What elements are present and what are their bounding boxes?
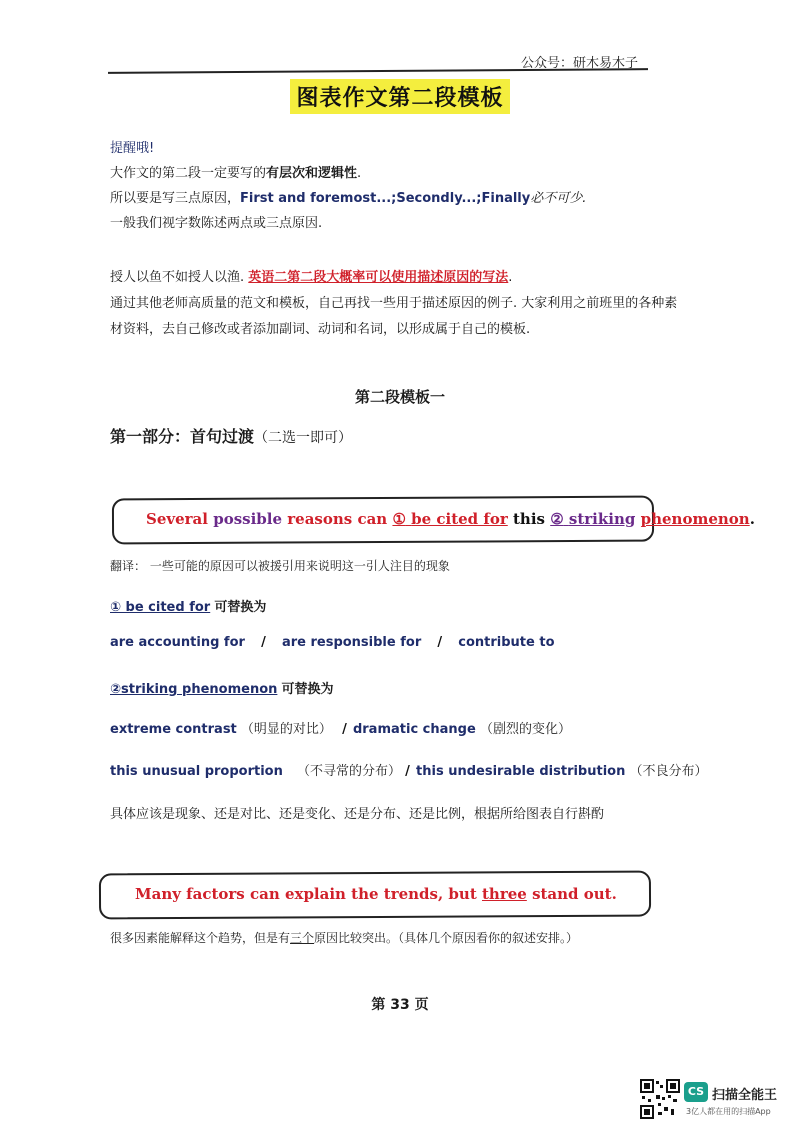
sentence1-w4: be cited for — [411, 510, 508, 528]
reminder-line1-b: 有层次和逻辑性 — [266, 166, 358, 181]
translation2-b: 三个 — [290, 931, 315, 945]
app-tagline: 3亿人都在用的扫描App — [686, 1107, 771, 1116]
sentence1-w3: reasons can — [287, 510, 388, 528]
part-heading — [110, 424, 352, 447]
option-separator: / — [261, 635, 266, 650]
app-logo: CS — [684, 1082, 708, 1102]
option-separator: / — [437, 635, 443, 650]
reminder-line2-a: 所以要是写三点原因， — [110, 191, 241, 206]
option-row1-b-cn: （剧烈的变化） — [479, 722, 571, 737]
option-row1-b: dramatic change — [352, 722, 476, 737]
option-row2-a: this unusual proportion — [110, 764, 283, 779]
reminder-line1-a: 大作文的第二段一定要写的 — [110, 166, 267, 181]
reminder-label: 提醒哦! — [110, 141, 155, 156]
option-separator: / — [405, 764, 410, 779]
option-row2-b-cn: （不良分布） — [629, 764, 708, 779]
reminder-block — [110, 136, 586, 236]
sentence1 — [146, 510, 755, 528]
option-row1-a: extreme contrast — [110, 722, 237, 737]
title-container — [0, 79, 800, 114]
sentence1-marker1 — [392, 510, 507, 528]
option-row1-a-cn: （明显的对比） — [240, 722, 332, 737]
sentence2 — [135, 885, 617, 903]
page-title: 图表作文第二段模板 — [290, 79, 509, 114]
reminder-line1-c: . — [357, 166, 362, 181]
header-account: 公众号：研木易木子 — [520, 56, 638, 71]
replace1-option: are responsible for — [281, 635, 422, 650]
advice-line1-a: 授人以鱼不如授人以渔. — [110, 270, 245, 285]
note-line: 具体应该是现象、还是对比、还是变化、还是分布、还是比例，根据所给图表自行斟酌 — [110, 807, 605, 822]
advice-line1-c: . — [508, 270, 513, 285]
qr-code-icon — [640, 1079, 680, 1119]
sentence1-w5: this — [513, 510, 545, 528]
part-heading-bold: 第一部分：首句过渡 — [110, 427, 255, 446]
sentence1-w1: Several — [146, 510, 208, 528]
replace1-suffix: 可替换为 — [214, 600, 267, 615]
option-row2 — [110, 760, 708, 779]
sentence1-w2: possible — [213, 510, 283, 528]
section-title: 第二段模板一 — [354, 388, 445, 406]
translation2-a: 很多因素能解释这个趋势，但是有 — [110, 931, 291, 945]
sentence2-b: three — [482, 885, 527, 903]
sentence2-c: stand out. — [532, 885, 617, 903]
replace2-suffix: 可替换为 — [281, 682, 334, 697]
reminder-line2-c: 必不可少. — [530, 191, 587, 206]
advice-line3: 材资料，去自己修改或者添加副词、动词和名词，以形成属于自己的模板. — [110, 322, 531, 337]
replace1-option: contribute to — [458, 635, 555, 650]
advice-line1-b: 英语二第二段大概率可以使用描述原因的写法 — [248, 270, 509, 285]
replace1-option: are accounting for — [110, 635, 245, 650]
sentence1-w6: striking — [568, 510, 636, 528]
sentence1-w7: phenomenon — [640, 510, 750, 528]
sentence1-marker2 — [550, 510, 635, 528]
app-name: 扫描全能王 — [712, 1088, 778, 1103]
advice-block — [110, 265, 677, 343]
replace2-term: ②striking phenomenon — [110, 682, 278, 697]
option-row2-a-cn: （不寻常的分布） — [297, 764, 402, 779]
option-row1 — [110, 718, 571, 737]
reminder-line2-b: First and foremost...;Secondly...;Finally — [240, 191, 531, 206]
translation2-c: 原因比较突出。（具体几个原因看你的叙述安排。） — [314, 931, 579, 945]
replace1-heading — [110, 596, 266, 615]
option-separator: / — [342, 722, 347, 737]
replace1-options — [110, 635, 555, 650]
marker1-text: ① — [392, 510, 406, 528]
header-divider — [108, 68, 648, 74]
sentence1-end: . — [749, 510, 755, 528]
reminder-line3: 一般我们视字数陈述两点或三点原因. — [110, 216, 323, 231]
translation2 — [110, 929, 578, 946]
marker2-text: ② — [550, 510, 564, 528]
replace2-heading — [110, 678, 334, 697]
page-number: 第 33 页 — [371, 997, 429, 1013]
replace1-term: ① be cited for — [110, 600, 211, 615]
translation1: 翻译： 一些可能的原因可以被援引用来说明这一引人注目的现象 — [110, 559, 450, 573]
part-heading-note: （二选一即可） — [254, 430, 353, 446]
advice-line2: 通过其他老师高质量的范文和模板，自己再找一些用于描述原因的例子. 大家利用之前班里的各种素 — [110, 296, 678, 311]
option-row2-b: this undesirable distribution — [416, 764, 626, 779]
sentence2-a: Many factors can explain the trends, but — [135, 885, 477, 903]
